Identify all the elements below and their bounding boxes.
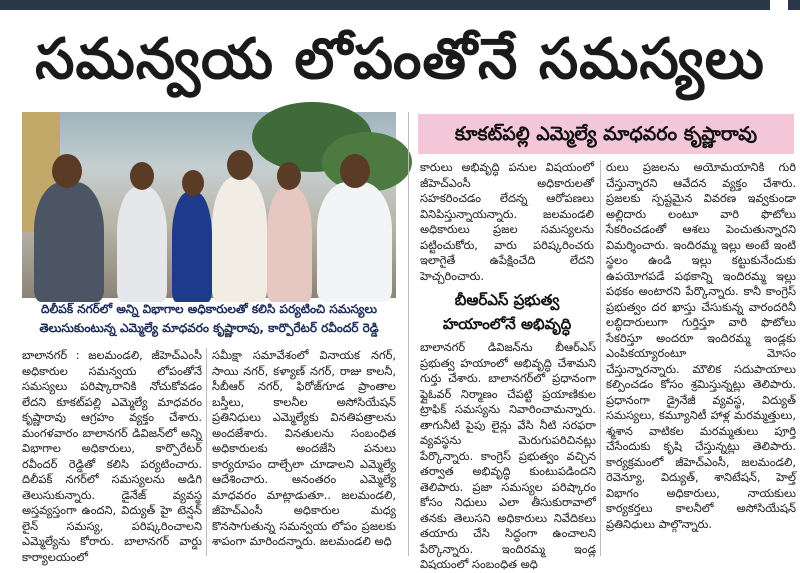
photo-caption (22, 300, 396, 342)
photo-person (172, 192, 212, 302)
photo-person (212, 177, 267, 302)
headline: సమన్వయ లోపంతోనే సమస్యలు (35, 27, 765, 92)
photo-person-head (340, 154, 370, 188)
article-column (420, 160, 594, 284)
news-photo (22, 112, 396, 298)
subhead-line: బీఆర్ఎస్ ప్రభుత్వ (454, 291, 560, 309)
photo-person (267, 187, 312, 302)
photo-person-head (277, 162, 301, 190)
article-paragraph: రులు ప్రజలను అయోమయానికి గురి చేస్తున్నారని ఆవేదన వ్యక్తం చేశారు. ప్రజలకు స్పష్టమైన వివరణ ఇవ్వకుండా అల్లిదారు లంటూ వారి ఫొటోలు సేకరించడంతో ఆశలు పెంచుతున్నారని విమర్శించారు. ఇందిరమ్మ ఇల్లు అంటే ఇంటి స్థలం ఉండి ఇల్లు కట్టుకునేందుకు ఉపయోగపడే పథకాన్ని ఇందిరమ్మ ఇల్లు పథకం అంటారని పేర్కొన్నారు. కానీ కాంగ్రెస్ ప్రభుత్వం దర ఖాస్తు చేసుకున్న వారందరినీ లబ్ధిదారులుగా గుర్తిస్తూ వారి ఫొటోలు సేకరిస్తూ అందరూ ఇందిరమ్మ ఇండ్లకు ఎంపికయ్యారంటూ మోసం చేస్తున్నారన్నారు. మౌలిక సదుపాయాలు కల్పించడం కోసం శ్రమిస్తున్నట్లు తెలిపారు. ప్రధానంగా డ్రైనేజీ వ్యవస్థ, విద్యుత్ సమస్యలు, కమ్యూనిటీ హాళ్ల మరమ్మత్తులు, శ్మశాన వాటికల మరమ్మతులు పూర్తి చేసేందుకు కృషి చేస్తున్నట్లు తెలిపారు. కార్యక్రమంలో జీహెచ్ఎంసీ, జలమండలి, రెవెన్యూ, విద్యుత్, శానిటేషన్, హెల్త్ విభాగం అధికారులు, నాయకులు కార్యకర్తలు కాలనీలో అసోసియేషన్ ప్రతినిధులు పాల్గొన్నారు. (606, 160, 796, 531)
article-column (420, 340, 596, 571)
photo-person (317, 182, 392, 302)
photo-person-head (182, 170, 204, 196)
column-rule (408, 112, 409, 556)
column-rule (600, 160, 601, 556)
photo-person-head (52, 154, 82, 188)
byline-banner: కూకట్‌పల్లి ఎమ్మెల్యే మాధవరం కృష్ణారావు (418, 114, 794, 154)
article-paragraph: సమీక్షా సమావేశంలో వినాయక నగర్, సాయి నగర్, కళ్యాణ్ నగర్, రాజు కాలనీ, సీబీఆర్ నగర్, ఫిరోజ్‌గూడ ప్రాంతాల బస్తీలు, కాలనీల అసోసియేషన్ ప్రతినిధులు ఎమ్మెల్యేకు వినతిపత్రాలను అందజేశారు. వినతులను సంబంధిత అధికారులకు అందజేసి పనులు కార్యరూపం దాల్చేలా చూడాలని ఎమ్మెల్యే ఆదేశించారు. అనంతరం ఎమ్మెల్యే మాధవరం మాట్లాడుతూ.. జలమండలి, జీహెచ్ఎంసీ అధికారుల మధ్య కొనసాగుతున్న సమన్వయ లోపం ప్రజలకు శాపంగా మారిందన్నారు. జలమండలి అధి (212, 348, 396, 548)
column-rule (206, 348, 207, 556)
photo-person (34, 182, 104, 302)
article-column (212, 348, 396, 556)
caption-line: దిలీపక్ నగర్‌లో అన్ని విభాగాల అధికారులతో కలిసి పర్యటించి సమస్యలు (41, 302, 377, 316)
masthead-bar (0, 0, 800, 10)
photo-person-head (227, 150, 253, 180)
subhead-line: హయాంలోనే అభివృద్ధి (442, 315, 572, 333)
photo-person (117, 187, 167, 302)
corner-badge (770, 0, 788, 10)
article-column (22, 348, 202, 564)
article-paragraph: బాలానగర్ : జలమండలి, జీహెచ్ఎంసీ అధికారుల సమన్వయ లోపంతోనే సమస్యలు పరిష్కారానికి నోచుకోవడం లేదని కూకట్‌పల్లి ఎమ్మెల్యే మాధవరం కృష్ణారావు ఆగ్రహం వ్యక్తం చేశారు. మంగళవారం బాలానగర్ డివిజన్‌లో అన్ని విభాగాల అధికారులు, కార్పొరేటర్ రవీందర్ రెడ్డితో కలిసి పర్యటించారు. దిలీపక్ నగర్‌లో సమస్యలను అడిగి తెలుసుకున్నారు. డైనేజ్ వ్యవస్థ అస్తవ్యస్తంగా ఉందని, విద్యుత్ హై టెన్షన్ లైన్ సమస్య, పరిష్కరించాలని ఎమ్మెల్యేను కోరారు. బాలానగర్ వార్డు కార్యాలయంలో (22, 348, 202, 564)
article-paragraph: బాలానగర్ డివిజన్‌ను బీఆర్ఎస్ ప్రభుత్వ హయాంలో అభివృద్ధి చేశామని గుర్తు చేశారు. బాలానగర్‌లో ప్రధానంగా ఫ్లైఓవర్ నిర్మాణం చేపట్టి ప్రయాణికుల ట్రాఫిక్ సమస్యను నివారించామన్నారు. తాగునీటి పైపు లైన్లు వేసి నీటి సరఫరా వ్యవస్థను మెరుగుపరిచినట్లు పేర్కొన్నారు. కాంగ్రెస్ ప్రభుత్వం వచ్చిన తర్వాత అభివృద్ధి కుంటుపడిందని తెలిపారు. ప్రజా సమస్యల పరిష్కారం కోసం నిధులు ఎలా తీసుకురావాలో తనకు తెలుసని అధికారులు నివేదికలు తయారు చేసి సిద్ధంగా ఉంచాలని పేర్కొన్నారు. ఇందిరమ్మ ఇండ్ల విషయంలో సంబంధిత అధి (420, 340, 596, 571)
article-paragraph: కారులు అభివృద్ధి పనుల విషయంలో జీహెచ్ఎంసీ అధికారులతో సహకరించడం లేదన్న ఆరోపణలు వినిపిస్తున్నాయన్నారు. జలమండలి అధికారులు ప్రజల సమస్యలను పట్టించుకోరు, వారు పరిష్కరించరు ఇలాగైతే ఉపేక్షించేది లేదని హెచ్చరించారు. (420, 160, 594, 283)
photo-person-head (130, 162, 154, 190)
caption-line: తెలుసుకుంటున్న ఎమ్మెల్యే మాధవరం కృష్ణారావు, కార్పొరేటర్ రవీందర్ రెడ్డి (39, 321, 379, 335)
section-subhead (420, 288, 594, 336)
article-column (606, 160, 796, 556)
